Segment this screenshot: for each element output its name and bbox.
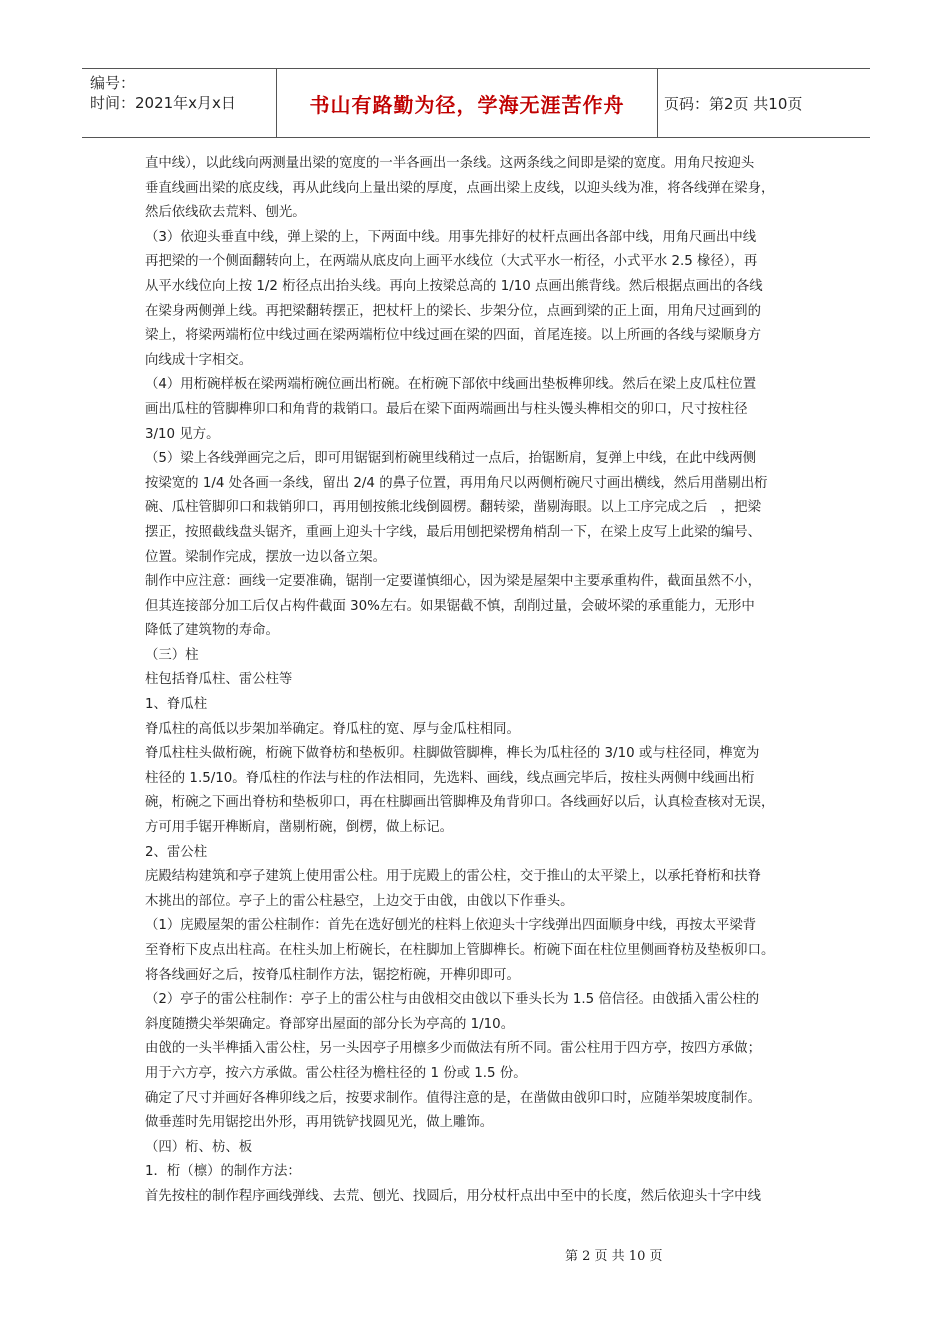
text-line: （三）柱 (145, 647, 199, 663)
text-line: 确定了尺寸并画好各榫卯线之后，按要求制作。值得注意的是，在凿做由戗卯口时，应随举架坡度制作。 (145, 1090, 761, 1106)
page-footer: 第 2 页 共 10 页 (565, 1249, 663, 1264)
text-line: 向线成十字相交。 (145, 352, 253, 368)
text-line: 柱径的 1.5/10。脊瓜柱的作法与柱的作法相同，先选料、画线，线点画完毕后，按柱头两侧中线画出桁 (145, 770, 755, 786)
text-line: 将各线画好之后，按脊瓜柱制作方法，锯挖桁碗，开榫卯即可。 (145, 967, 520, 983)
text-line: 2、雷公柱 (145, 844, 208, 860)
header-meta (82, 69, 277, 137)
text-line: 斜度随攒尖举架确定。脊部穿出屋面的部分长为亭高的 1/10。 (145, 1016, 515, 1032)
text-line: 但其连接部分加工后仅占构件截面 30%左右。如果锯截不慎，刮削过量，会破坏梁的承重能力，无形中 (145, 598, 755, 614)
date-label: 时间：2021年x月x日 (90, 94, 236, 112)
text-line: 然后依线砍去荒料、刨光。 (145, 205, 306, 221)
text-line: 从平水线位向上按 1/2 桁径点出抬头线。再向上按梁总高的 1/10 点画出熊背线。然后根据点画出的各线 (145, 278, 763, 294)
motto: 书山有路勤为径，学海无涯苦作舟 (309, 92, 625, 117)
text-line: 直中线），以此线向两测量出梁的宽度的一半各画出一条线。这两条线之间即是梁的宽度。用角尺按迎头 (145, 156, 755, 171)
text-line: 方可用手锯开榫断肩，凿剔桁碗，倒楞，做上标记。 (145, 820, 453, 836)
text-line: （4）用桁碗样板在梁两端桁碗位画出桁碗。在桁碗下部依中线画出垫板榫卯线。然后在梁上皮瓜柱位置 (145, 377, 757, 393)
text-line: 由戗的一头半榫插入雷公柱，另一头因亭子用檩多少而做法有所不同。雷公柱用于四方亭，按四方承做； (145, 1041, 761, 1057)
text-line: 垂直线画出梁的底皮线，再从此线向上量出梁的厚度，点画出梁上皮线，以迎头线为准，将各线弹在梁身， (145, 180, 775, 196)
text-line: 按梁宽的 1/4 处各画一条线，留出 2/4 的鼻子位置，再用角尺以两侧桁碗尺寸画出横线，然后用凿剔出桁 (145, 475, 768, 491)
text-line: （3）依迎头垂直中线，弹上梁的上，下两面中线。用事先排好的杖杆点画出各部中线，用角尺画出中线 (145, 229, 757, 245)
text-line: 柱包括脊瓜柱、雷公柱等 (145, 672, 293, 688)
text-line: 画出瓜柱的管脚榫卯口和角背的栽销口。最后在梁下面两端画出与柱头馒头榫相交的卯口，尺寸按柱径 (145, 401, 748, 417)
text-line: 在梁身两侧弹上线。再把梁翻转摆正，把杖杆上的梁长、步架分位，点画到梁的正上面，用角尺过画到的 (145, 303, 761, 319)
text-line: 1．桁（檩）的制作方法： (145, 1164, 301, 1180)
text-line: 庑殿结构建筑和亭子建筑上使用雷公柱。用于庑殿上的雷公柱，交于推山的太平梁上，以承托脊桁和扶脊 (145, 869, 761, 885)
text-line: 脊瓜柱的高低以步架加举确定。脊瓜柱的宽、厚与金瓜柱相同。 (145, 721, 520, 737)
text-line: 摆正，按照截线盘头锯齐，重画上迎头十字线，最后用刨把梁楞角梢刮一下，在梁上皮写上此梁的编号、 (145, 524, 761, 540)
document-body (145, 152, 815, 1210)
text-line: 3/10 见方。 (145, 426, 220, 442)
text-line: （四）桁、枋、板 (145, 1139, 253, 1155)
text-line: 制作中应注意：画线一定要准确，锯削一定要谨慎细心，因为梁是屋架中主要承重构件，截面虽然不小， (145, 574, 761, 590)
text-line: 再把梁的一个侧面翻转向上，在两端从底皮向上画平水线位（大式平水一桁径，小式平水 2.5 椽径），再 (145, 254, 758, 270)
text-line: 首先按柱的制作程序画线弹线、去荒、刨光、找圆后，用分杖杆点出中至中的长度，然后依迎头十字中线 (145, 1188, 761, 1204)
text-line: 碗，桁碗之下画出脊枋和垫板卯口，再在柱脚画出管脚榫及角背卯口。各线画好以后，认真检查核对无误， (145, 795, 775, 811)
text-line: （5）梁上各线弹画完之后，即可用锯锯到桁碗里线稍过一点后，抬锯断肩，复弹上中线，在此中线两侧 (145, 451, 757, 467)
text-line: 用于六方亭，按六方承做。雷公柱径为檐柱径的 1 份或 1.5 份。 (145, 1065, 527, 1081)
text-line: 做垂莲时先用锯挖出外形，再用铣铲找圆见光，做上雕饰。 (145, 1115, 494, 1131)
text-line: 位置。梁制作完成，摆放一边以备立架。 (145, 549, 387, 565)
number-label: 编号： (90, 74, 136, 92)
page-info: 页码：第2页 共10页 (664, 94, 803, 113)
text-line: 碗、瓜柱管脚卯口和栽销卯口，再用刨按熊北线倒圆楞。翻转梁，凿剔海眼。以上工序完成之后 ，把梁 (145, 500, 761, 516)
text-line: 降低了建筑物的寿命。 (145, 623, 279, 639)
page-header (82, 68, 870, 138)
text-line: 1、脊瓜柱 (145, 697, 208, 713)
text-line: （1）庑殿屋架的雷公柱制作：首先在选好刨光的柱料上依迎头十字线弹出四面顺身中线，再按太平梁背 (145, 918, 757, 934)
text-line: 至脊桁下皮点出柱高。在柱头加上桁碗长，在柱脚加上管脚榫长。桁碗下面在柱位里侧画脊枋及垫板卯口。 (145, 943, 775, 958)
text-line: （2）亭子的雷公柱制作：亭子上的雷公柱与由戗相交由戗以下垂头长为 1.5 倍信径。由戗插入雷公柱的 (145, 992, 760, 1008)
text-line: 梁上，将梁两端桁位中线过画在梁两端桁位中线过画在梁的四面，首尾连接。以上所画的各线与梁顺身方 (145, 328, 761, 344)
text-line: 脊瓜柱柱头做桁碗，桁碗下做脊枋和垫板卯。柱脚做管脚榫，榫长为瓜柱径的 3/10 或与柱径同，榫宽为 (145, 746, 760, 762)
text-line: 木挑出的部位。亭子上的雷公柱悬空，上边交于由戗，由戗以下作垂头。 (145, 893, 574, 909)
header-motto-cell (277, 69, 658, 137)
